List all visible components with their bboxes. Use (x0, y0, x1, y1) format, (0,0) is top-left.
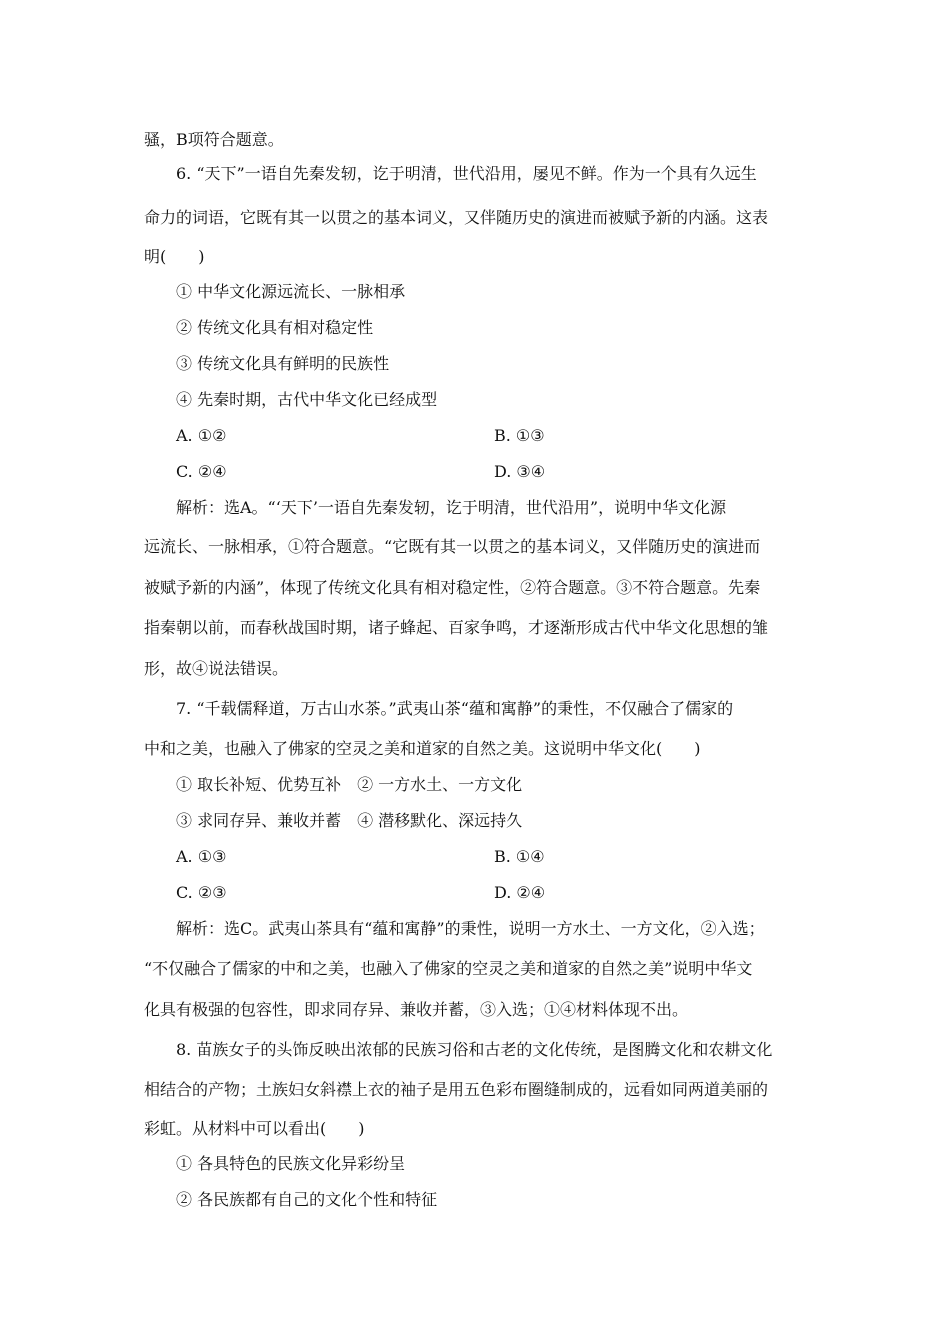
question-6-analysis: 解析：选A。“‘天下’一语自先秦发轫，讫于明清，世代沿用”，说明中华文化源 (176, 498, 727, 517)
question-6-analysis: 形，故④说法错误。 (144, 659, 289, 678)
question-6-statement: ① 中华文化源远流长、一脉相承 (176, 282, 406, 301)
question-7-analysis: 解析：选C。武夷山茶具有“蕴和寓静”的秉性，说明一方水土、一方文化，②入选； (176, 919, 765, 938)
question-6-option-d: D. ③④ (494, 462, 546, 481)
question-6-option-b: B. ①③ (494, 426, 545, 445)
question-8-statement: ① 各具特色的民族文化异彩纷呈 (176, 1154, 406, 1173)
question-6-stem: 6. “天下”一语自先秦发轫，讫于明清，世代沿用，屡见不鲜。作为一个具有久远生 (176, 164, 757, 183)
question-7-analysis: “不仅融合了儒家的中和之美，也融入了佛家的空灵之美和道家的自然之美”说明中华文 (144, 959, 753, 978)
question-7-analysis: 化具有极强的包容性，即求同存异、兼收并蓄，③入选；①④材料体现不出。 (144, 1000, 689, 1019)
question-6-statement: ④ 先秦时期，古代中华文化已经成型 (176, 390, 438, 409)
question-6-analysis: 指秦朝以前，而春秋战国时期，诸子蜂起、百家争鸣，才逐渐形成古代中华文化思想的雏 (144, 618, 769, 637)
question-6-analysis: 远流长、一脉相承，①符合题意。“它既有其一以贯之的基本词义，又伴随历史的演进而 (144, 537, 761, 556)
question-7-option-d: D. ②④ (494, 883, 546, 902)
question-6-statement: ③ 传统文化具有鲜明的民族性 (176, 354, 390, 373)
question-6-stem: 命力的词语，它既有其一以贯之的基本词义，又伴随历史的演进而被赋予新的内涵。这表 (144, 208, 769, 227)
question-7-option-b: B. ①④ (494, 847, 545, 866)
question-8-stem: 彩虹。从材料中可以看出( ) (144, 1119, 365, 1138)
question-7-stem: 7. “千载儒释道，万古山水茶。”武夷山茶“蕴和寓静”的秉性，不仅融合了儒家的 (176, 699, 734, 718)
question-6-option-a: A. ①② (176, 426, 227, 445)
question-7-option-c: C. ②③ (176, 883, 227, 902)
question-7-statement: ① 取长补短、优势互补 ② 一方水土、一方文化 (176, 775, 523, 794)
question-7-stem: 中和之美，也融入了佛家的空灵之美和道家的自然之美。这说明中华文化( ) (144, 739, 701, 758)
text-line: 骚，B项符合题意。 (144, 130, 284, 149)
question-6-statement: ② 传统文化具有相对稳定性 (176, 318, 374, 337)
question-7-statement: ③ 求同存异、兼收并蓄 ④ 潜移默化、深远持久 (176, 811, 523, 830)
question-6-stem: 明( ) (144, 247, 205, 266)
question-8-statement: ② 各民族都有自己的文化个性和特征 (176, 1190, 438, 1209)
question-6-analysis: 被赋予新的内涵”，体现了传统文化具有相对稳定性，②符合题意。③不符合题意。先秦 (144, 578, 761, 597)
question-6-option-c: C. ②④ (176, 462, 227, 481)
question-7-option-a: A. ①③ (176, 847, 227, 866)
question-8-stem: 8. 苗族女子的头饰反映出浓郁的民族习俗和古老的文化传统，是图腾文化和农耕文化 (176, 1040, 773, 1059)
question-8-stem: 相结合的产物；土族妇女斜襟上衣的袖子是用五色彩布圈缝制成的，远看如同两道美丽的 (144, 1080, 769, 1099)
